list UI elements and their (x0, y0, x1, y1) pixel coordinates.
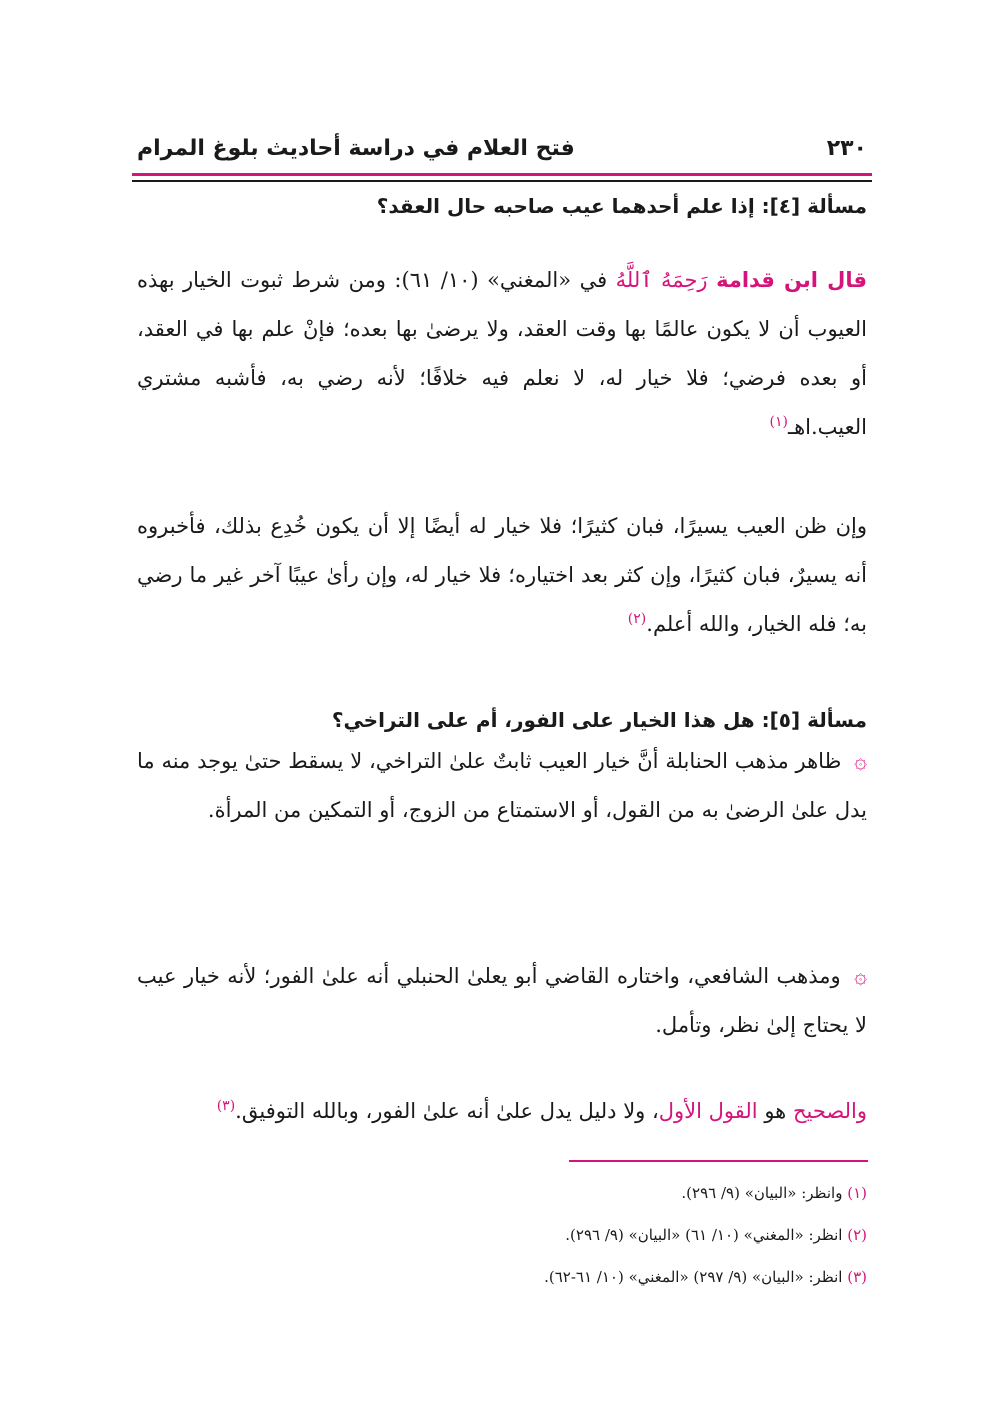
conclusion-rest: ، ولا دليل يدل علىٰ أنه علىٰ الفور، وبالله التوفيق. (235, 1099, 659, 1123)
footnote-ref-2: (٢) (627, 611, 647, 627)
footnote-text: وانظر: «البيان» (٩/ ٢٩٦). (681, 1184, 843, 1202)
footnote-text: انظر: «المغني» (١٠/ ٦١) «البيان» (٩/ ٢٩٦). (565, 1226, 843, 1244)
header-rule-black (132, 180, 872, 182)
bullet-hanbali (137, 737, 867, 835)
question-4-title: إذا علم أحدهما عيب صاحبه حال العقد؟ (376, 194, 755, 218)
running-header (137, 130, 867, 166)
author-name: قال ابن قدامة (716, 268, 867, 292)
footnote-number: (٣) (847, 1268, 867, 1286)
bullet-2-text: ومذهب الشافعي، واختاره القاضي أبو يعلىٰ الحنبلي أنه علىٰ الفور؛ لأنه خيار عيب لا يحتاج إلىٰ نظر، وتأمل. (137, 964, 867, 1037)
conclusion-lead: والصحيح (792, 1099, 867, 1123)
footnote-3 (137, 1262, 867, 1292)
question-5-label: مسألة [٥]: (761, 708, 867, 732)
header-rule-pink (132, 173, 872, 176)
footnote-number: (١) (847, 1184, 867, 1202)
footnote-separator (569, 1160, 868, 1162)
conclusion-paragraph (137, 1087, 867, 1136)
footnote-1 (137, 1178, 867, 1208)
bullet-shafii (137, 952, 867, 1050)
ornament-bullet-icon: ۞ (854, 749, 867, 774)
page-number: ٢٣٠ (826, 135, 867, 161)
conclusion-mid: هو (764, 1099, 787, 1123)
question-4-heading (137, 186, 867, 226)
honorific: رَحِمَهُ ٱللَّهُ (615, 268, 708, 292)
ornament-bullet-icon: ۞ (854, 964, 867, 989)
footnote-2 (137, 1220, 867, 1250)
book-title: فتح العلام في دراسة أحاديث بلوغ المرام (137, 135, 575, 161)
paragraph-2-text: وإن ظن العيب يسيرًا، فبان كثيرًا؛ فلا خيار له أيضًا إلا أن يكون خُدِع بذلك، فأخبروه أنه يسيرٌ، فبان كثيرًا، وإن كثر بعد اختياره؛ فلا خيار له، وإن رأىٰ عيبًا آخر غير ما رضي به؛ فله الخيار، والله أعلم. (137, 514, 867, 636)
paragraph-1-text: في «المغني» (١٠/ ٦١): ومن شرط ثبوت الخيار بهذه العيوب أن لا يكون عالمًا بها وقت العقد، ولا يرضىٰ بها بعده؛ فإنْ علم بها في العقد، أو بعده فرضي؛ فلا خيار له، لا نعلم فيه خلافًا؛ لأنه رضي به، فأشبه مشتري العيب.اهـ (137, 268, 867, 439)
footnote-number: (٢) (847, 1226, 867, 1244)
question-5-heading (137, 700, 867, 740)
footnote-ref-3: (٣) (216, 1098, 236, 1114)
conclusion-term: القول الأول (658, 1099, 758, 1123)
footnote-text: انظر: «البيان» (٩/ ٢٩٧) «المغني» (١٠/ ٦١-٦٢). (544, 1268, 843, 1286)
paragraph-2 (137, 502, 867, 649)
bullet-1-text: ظاهر مذهب الحنابلة أنَّ خيار العيب ثابتٌ علىٰ التراخي، لا يسقط حتىٰ يوجد منه ما يدل علىٰ الرضىٰ به من القول، أو الاستمتاع من الزوج، أو التمكين من المرأة. (137, 749, 867, 822)
question-4-label: مسألة [٤]: (761, 194, 867, 218)
footnote-ref-1: (١) (769, 414, 788, 430)
paragraph-ibn-qudama (137, 256, 867, 452)
question-5-title: هل هذا الخيار على الفور، أم على التراخي؟ (331, 708, 755, 732)
